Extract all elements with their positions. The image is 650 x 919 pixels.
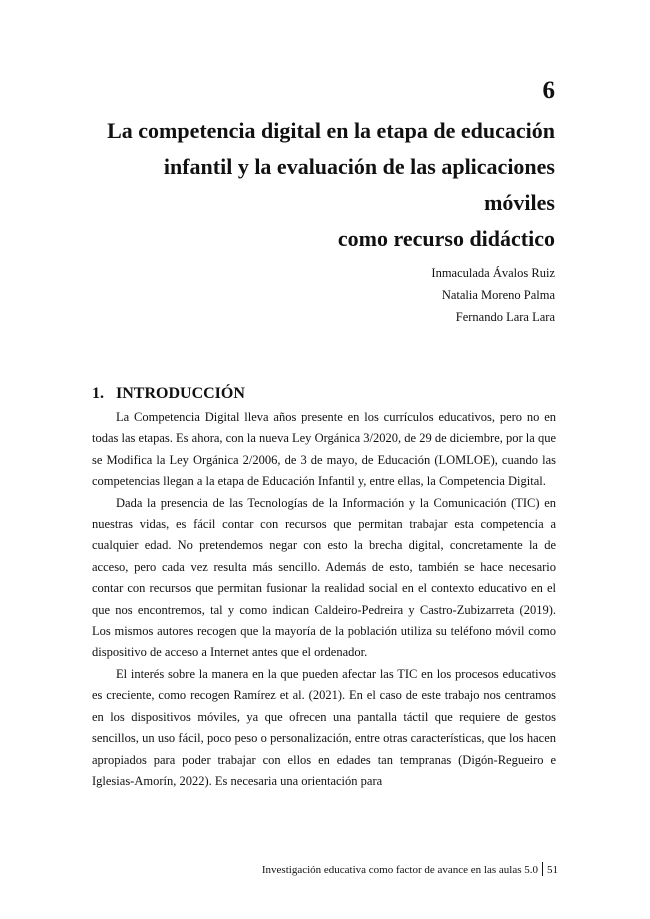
chapter-title xyxy=(92,113,555,257)
body-text xyxy=(92,407,556,792)
author-list xyxy=(431,262,555,328)
section-heading xyxy=(92,382,245,406)
section-title: INTRODUCCIÓN xyxy=(116,385,245,402)
author-name: Fernando Lara Lara xyxy=(455,310,555,324)
footer-divider xyxy=(542,862,543,876)
author-name: Natalia Moreno Palma xyxy=(441,288,555,302)
page-number: 51 xyxy=(547,864,558,876)
section-number: 1. xyxy=(92,385,104,402)
paragraph: Dada la presencia de las Tecnologías de la Información y la Comunicación (TIC) en nuestras vidas, es fácil contar con recursos que permitan trabajar esta competencia a cualquier edad. No pretendemos negar con esto la brecha digital, concretamente la de acceso, pero cada vez resulta más sencillo. Además de esto, también se hace necesario contar con recursos que permitan fusionar la realidad social en el contexto educativo en el que nos encontremos, tal y como indican Caldeiro-Pedreira y Castro-Zubizarreta (2019). Los mismos autores recogen que la mayoría de la población utiliza su teléfono móvil como dispositivo de acceso a Internet antes que el ordenador. xyxy=(92,495,556,660)
page-footer xyxy=(262,862,558,878)
paragraph: La Competencia Digital lleva años presente en los currículos educativos, pero no en todas las etapas. Es ahora, con la nueva Ley Orgánica 3/2020, de 29 de diciembre, por la que se Modifica la Ley Orgánica 2/2006, de 3 de mayo, de Educación (LOMLOE), cuando las competencias llegan a la etapa de Educación Infantil y, entre ellas, la Competencia Digital. xyxy=(92,410,556,489)
running-title: Investigación educativa como factor de avance en las aulas 5.0 xyxy=(261,864,538,876)
author-name: Inmaculada Ávalos Ruiz xyxy=(431,266,555,280)
paragraph: El interés sobre la manera en la que pueden afectar las TIC en los procesos educativos es creciente, como recogen Ramírez et al. (2021). En el caso de este trabajo nos centramos en los dispositivos móviles, ya que ofrecen una pantalla táctil que requiere de gestos sencillos, un uso fácil, poco peso o personalización, entre otras características, que los hacen apropiados para poder trabajar con ellos en edades tan tempranas (Digón-Regueiro e Iglesias-Amorín, 2022). Es necesaria una orientación para xyxy=(92,666,556,788)
chapter-title-line: La competencia digital en la etapa de educación xyxy=(107,118,555,143)
chapter-title-line: como recurso didáctico xyxy=(337,226,555,251)
chapter-number: 6 xyxy=(542,77,555,104)
chapter-title-line: infantil y la evaluación de las aplicaciones móviles xyxy=(163,154,555,215)
